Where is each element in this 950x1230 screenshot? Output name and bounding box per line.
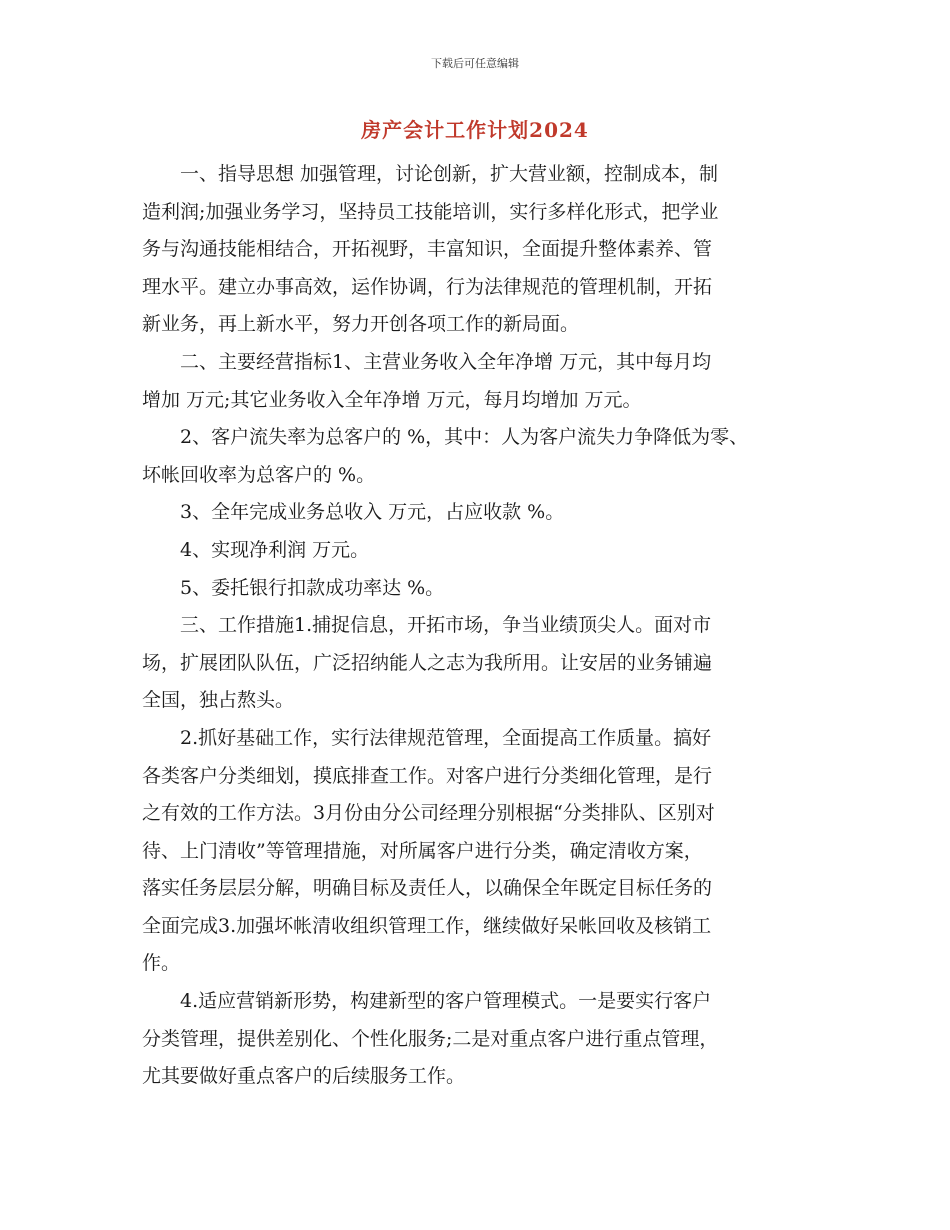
body-line: 务与沟通技能相结合，开拓视野，丰富知识，全面提升整体素养、管 xyxy=(142,238,713,261)
document-body xyxy=(142,156,812,1096)
body-line: 全面完成3.加强坏帐清收组织管理工作，继续做好呆帐回收及核销工 xyxy=(142,914,712,937)
document-title: 房产会计工作计划2024 xyxy=(361,118,589,142)
body-line: 理水平。建立办事高效，运作协调，行为法律规范的管理机制，开拓 xyxy=(142,275,713,298)
body-line: 坏帐回收率为总客户的 %。 xyxy=(142,463,376,486)
body-line: 一、指导思想 加强管理，讨论创新，扩大营业额，控制成本，制 xyxy=(142,163,719,185)
body-line: 落实任务层层分解，明确目标及责任人，以确保全年既定目标任务的 xyxy=(142,877,713,900)
body-line: 4、实现净利润 万元。 xyxy=(142,538,370,561)
body-line: 2、客户流失率为总客户的 %，其中：人为客户流失力争降低为零、 xyxy=(142,426,749,449)
body-line: 待、上门清收”等管理措施，对所属客户进行分类，确定清收方案， xyxy=(142,839,703,862)
body-line: 4.适应营销新形势，构建新型的客户管理模式。一是要实行客户 xyxy=(142,990,712,1013)
body-line: 场，扩展团队队伍，广泛招纳能人之志为我所用。让安居的业务铺遍 xyxy=(142,651,713,674)
body-line: 新业务，再上新水平，努力开创各项工作的新局面。 xyxy=(142,313,580,336)
body-line: 增加 万元;其它业务收入全年净增 万元，每月均增加 万元。 xyxy=(142,388,642,411)
body-line: 二、主要经营指标1、主营业务收入全年净增 万元，其中每月均 xyxy=(142,350,712,373)
body-line: 三、工作措施1.捕捉信息，开拓市场，争当业绩顶尖人。面对市 xyxy=(142,614,712,637)
header-note: 下载后可任意编辑 xyxy=(431,57,519,70)
body-line: 3、全年完成业务总收入 万元，占应收款 %。 xyxy=(142,501,565,524)
body-line: 造利润;加强业务学习，坚持员工技能培训，实行多样化形式，把学业 xyxy=(142,200,719,223)
body-line: 5、委托银行扣款成功率达 %。 xyxy=(142,576,445,599)
body-line: 分类管理，提供差别化、个性化服务;二是对重点客户进行重点管理， xyxy=(142,1027,719,1050)
body-line: 各类客户分类细划，摸底排查工作。对客户进行分类细化管理，是行 xyxy=(142,764,713,787)
body-line: 全国，独占熬头。 xyxy=(142,689,295,712)
body-line: 2.抓好基础工作，实行法律规范管理，全面提高工作质量。搞好 xyxy=(142,726,712,749)
body-line: 尤其要做好重点客户的后续服务工作。 xyxy=(142,1065,466,1088)
body-line: 之有效的工作方法。3月份由分公司经理分别根据“分类排队、区别对 xyxy=(142,802,715,825)
body-line: 作。 xyxy=(142,952,181,975)
